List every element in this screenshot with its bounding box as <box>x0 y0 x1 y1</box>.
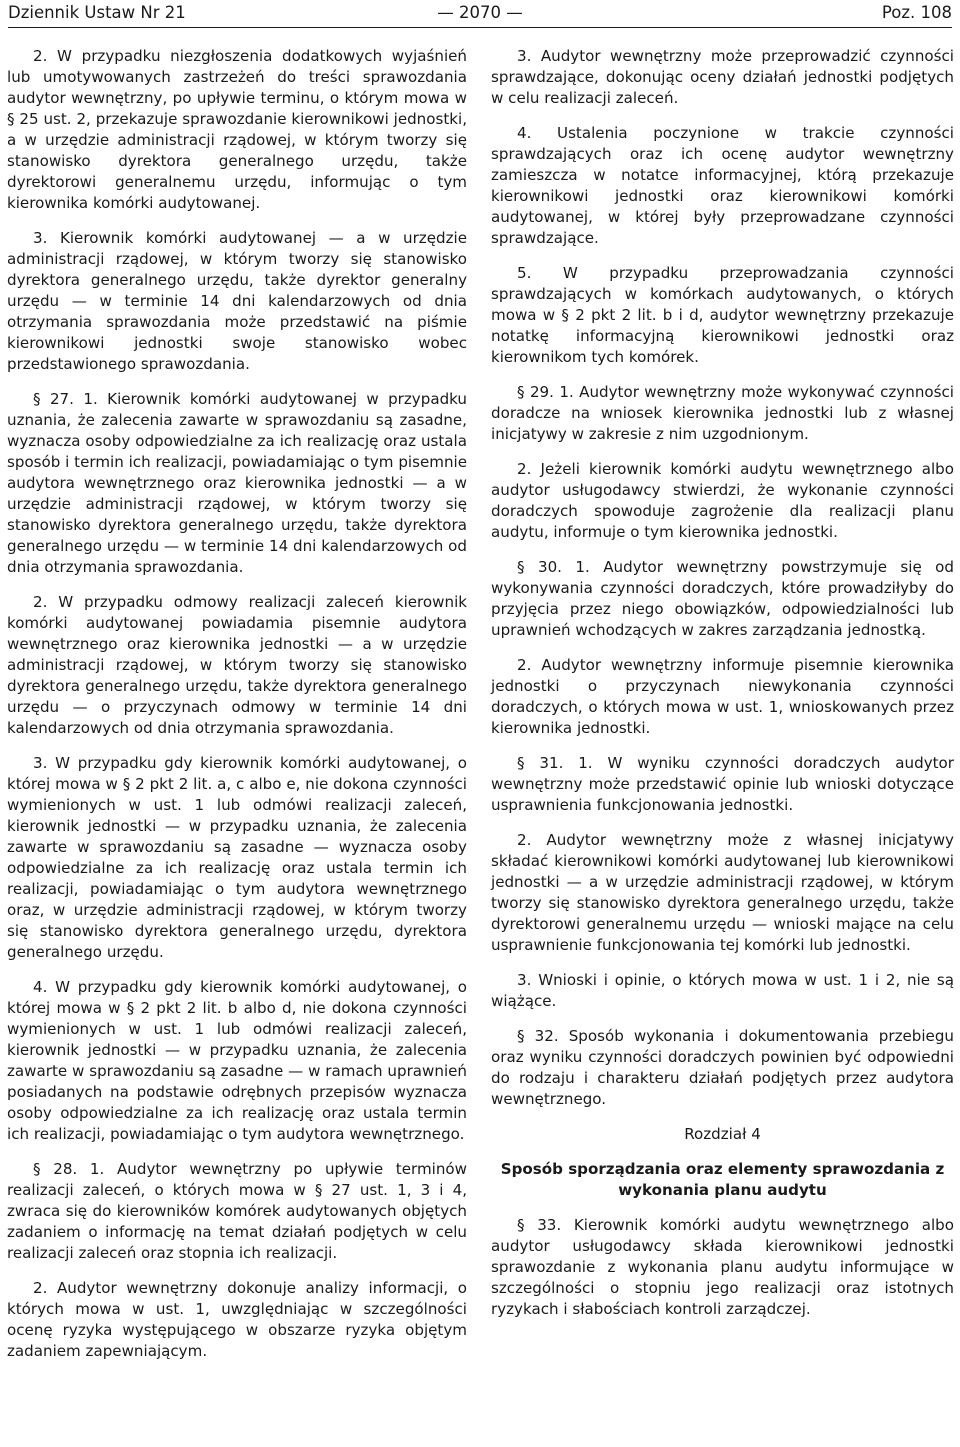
position-number: Poz. 108 <box>881 3 952 22</box>
header-rule <box>8 27 952 28</box>
paragraph: 4. Ustalenia poczynione w trakcie czynności sprawdzających oraz ich ocenę audytor wewnętrzny zamieszcza w notatce informacyjnej, którą przekazuje kierownikowi jednostki oraz kierownikowi komórki audytowanej, w której były przeprowadzane czynności sprawdzające. <box>491 124 954 247</box>
chapter-label: Rozdział 4 <box>684 1125 761 1143</box>
paragraph: 2. W przypadku odmowy realizacji zaleceń kierownik komórki audytowanej powiadamia pisemnie audytora wewnętrznego oraz kierownika jednostki — a w urzędzie administracji rządowej, w którym tworzy się stanowisko dyrektora generalnego urzędu, także dyrektora generalnego urzędu — o przyczynach odmowy w terminie 14 dni kalendarzowych od dnia otrzymania sprawozdania. <box>7 593 467 737</box>
right-column <box>491 46 954 1334</box>
journal-title: Dziennik Ustaw Nr 21 <box>8 3 186 22</box>
paragraph: 2. Audytor wewnętrzny informuje pisemnie kierownika jednostki o przyczynach niewykonania czynności doradczych, o których mowa w ust. 1, wnioskowanych przez kierownika jednostki. <box>491 656 954 737</box>
paragraph: 3. Wnioski i opinie, o których mowa w ust. 1 i 2, nie są wiążące. <box>491 971 954 1010</box>
paragraph: § 27. 1. Kierownik komórki audytowanej w przypadku uznania, że zalecenia zawarte w sprawozdaniu są zasadne, wyznacza osoby odpowiedzialne za ich realizację oraz ustala sposób i termin ich realizacji, powiadamiając o tym pisemnie audytora wewnętrznego oraz kierownika jednostki — a w urzędzie administracji rządowej, w którym tworzy się stanowisko dyrektora generalnego urzędu, także dyrektora generalnego urzędu — w terminie 14 dni kalendarzowych od dnia otrzymania sprawozdania. <box>7 390 467 576</box>
paragraph: § 28. 1. Audytor wewnętrzny po upływie terminów realizacji zaleceń, o których mowa w § 27 ust. 1, 3 i 4, zwraca się do kierowników komórek audytowanych objętych zadaniem o informację na temat działań podjętych w celu realizacji zaleceń oraz stopnia ich realizacji. <box>7 1160 467 1262</box>
page-number: — 2070 — <box>437 3 523 22</box>
paragraph: 2. Audytor wewnętrzny może z własnej inicjatywy składać kierownikowi komórki audytowanej lub kierownikowi jednostki — a w urzędzie administracji rządowej, w którym tworzy się stanowisko dyrektora generalnego urzędu, także dyrektorowi generalnemu urzędu — wnioski mające na celu usprawnienie funkcjonowania tej komórki lub jednostki. <box>491 831 954 954</box>
paragraph: § 30. 1. Audytor wewnętrzny powstrzymuje się od wykonywania czynności doradczych, które prowadziłyby do przyjęcia przez niego obowiązków, odpowiedzialności lub uprawnień wchodzących w zakres zarządzania jednostką. <box>491 558 954 639</box>
left-column <box>7 46 467 1376</box>
paragraph: § 31. 1. W wyniku czynności doradczych audytor wewnętrzny może przedstawić opinie lub wnioski dotyczące usprawnienia funkcjonowania jednostki. <box>491 754 954 814</box>
page-header <box>8 0 952 28</box>
paragraph: 2. Audytor wewnętrzny dokonuje analizy informacji, o których mowa w ust. 1, uwzględniając w szczególności ocenę ryzyka występującego w obszarze ryzyka objętym zadaniem zapewniającym. <box>7 1279 467 1360</box>
paragraph: 3. Kierownik komórki audytowanej — a w urzędzie administracji rządowej, w którym tworzy się stanowisko dyrektora generalnego urzędu, także dyrektor generalny urzędu — w terminie 14 dni kalendarzowych od dnia otrzymania sprawozdania może przedstawić na piśmie kierownikowi jednostki swoje stanowisko wobec przedstawionego sprawozdania. <box>7 229 467 373</box>
paragraph: 3. W przypadku gdy kierownik komórki audytowanej, o której mowa w § 2 pkt 2 lit. a, c albo e, nie dokona czynności wymienionych w ust. 1 lub odmówi realizacji zaleceń, kierownik jednostki — w przypadku uznania, że zalecenia zawarte w sprawozdaniu są zasadne — wyznacza osoby odpowiedzialne za ich realizację oraz ustala termin ich realizacji, powiadamiając o tym audytora wewnętrznego oraz, w urzędzie administracji rządowej, w którym tworzy się stanowisko dyrektora generalnego urzędu, dyrektora generalnego urzędu. <box>7 754 467 961</box>
paragraph: 3. Audytor wewnętrzny może przeprowadzić czynności sprawdzające, dokonując oceny działań jednostki podjętych w celu realizacji zaleceń. <box>491 47 954 107</box>
paragraph: § 32. Sposób wykonania i dokumentowania przebiegu oraz wyniku czynności doradczych powinien być odpowiedni do rodzaju i charakteru działań podjętych przez audytora wewnętrznego. <box>491 1027 954 1108</box>
chapter-title: Sposób sporządzania oraz elementy sprawozdania z wykonania planu audytu <box>500 1160 945 1199</box>
paragraph: 5. W przypadku przeprowadzania czynności sprawdzających w komórkach audytowanych, o których mowa w § 2 pkt 2 lit. b i d, audytor wewnętrzny przekazuje notatkę informacyjną kierownikowi jednostki oraz kierownikom tych komórek. <box>491 264 954 366</box>
paragraph: § 29. 1. Audytor wewnętrzny może wykonywać czynności doradcze na wniosek kierownika jednostki lub z własnej inicjatywy w zakresie z nim uzgodnionym. <box>491 383 954 443</box>
paragraph: 2. W przypadku niezgłoszenia dodatkowych wyjaśnień lub umotywowanych zastrzeżeń do treści sprawozdania audytor wewnętrzny, po upływie terminu, o którym mowa w § 25 ust. 2, przekazuje sprawozdanie kierownikowi jednostki, a w urzędzie administracji rządowej, w którym tworzy się stanowisko dyrektora generalnego urzędu, także dyrektorowi generalnemu urzędu, informując o tym kierownika komórki audytowanej. <box>7 47 467 212</box>
paragraph: 2. Jeżeli kierownik komórki audytu wewnętrznego albo audytor usługodawcy stwierdzi, że wykonanie czynności doradczych spowoduje zagrożenie dla realizacji planu audytu, informuje o tym kierownika jednostki. <box>491 460 954 541</box>
paragraph: 4. W przypadku gdy kierownik komórki audytowanej, o której mowa w § 2 pkt 2 lit. b albo d, nie dokona czynności wymienionych w ust. 1 lub odmówi realizacji zaleceń, kierownik jednostki — w przypadku uznania, że zalecenia zawarte w sprawozdaniu są zasadne — w ramach uprawnień posiadanych na podstawie odrębnych przepisów wyznacza osoby odpowiedzialne za ich realizację oraz ustala termin ich realizacji, powiadamiając o tym audytora wewnętrznego. <box>7 978 467 1143</box>
paragraph: § 33. Kierownik komórki audytu wewnętrznego albo audytor usługodawcy składa kierownikowi jednostki sprawozdanie z wykonania planu audytu informujące w szczególności o stopniu jego realizacji oraz istotnych ryzykach i słabościach kontroli zarządczej. <box>491 1216 954 1318</box>
